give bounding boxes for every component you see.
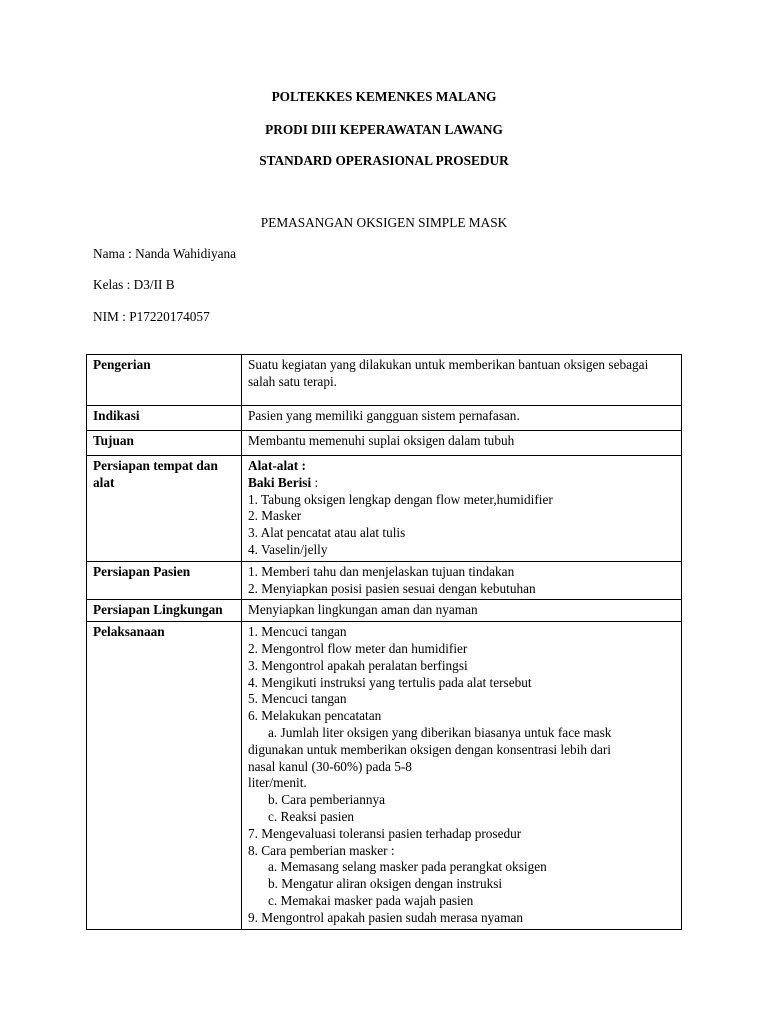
procedure-title: PEMASANGAN OKSIGEN SIMPLE MASK xyxy=(260,215,508,230)
row-pelaksanaan xyxy=(87,622,682,929)
value-persiapan-lingkungan: Menyiapkan lingkungan aman dan nyaman xyxy=(242,600,682,622)
step-item: 1. Mencuci tangan xyxy=(248,624,347,640)
pasien-item: 2. Menyiapkan posisi pasien sesuai dengan kebutuhan xyxy=(248,580,536,596)
alat-item: 3. Alat pencatat atau alat tulis xyxy=(248,525,406,541)
label-pelaksanaan: Pelaksanaan xyxy=(87,622,242,929)
row-persiapan-lingkungan xyxy=(87,600,682,622)
pasien-item: 1. Memberi tahu dan menjelaskan tujuan tindakan xyxy=(248,563,515,579)
program-title: PRODI DIII KEPERAWATAN LAWANG xyxy=(265,122,503,137)
step-item: 5. Mencuci tangan xyxy=(248,691,347,707)
label-persiapan-alat: Persiapan tempat dan alat xyxy=(87,456,242,562)
value-pengertian: Suatu kegiatan yang dilakukan untuk memberikan bantuan oksigen sebagai salah satu terapi. xyxy=(242,355,682,406)
alat-item: 2. Masker xyxy=(248,508,302,524)
substep-continuation: digunakan untuk memberikan oksigen dengan konsentrasi lebih dari xyxy=(248,741,611,757)
step-item: 3. Mengontrol apakah peralatan berfingsi xyxy=(248,657,468,673)
step-item: 8. Cara pemberian masker : xyxy=(248,842,395,858)
alat-item: 4. Vaselin/jelly xyxy=(248,541,328,557)
step-item: 4. Mengikuti instruksi yang tertulis pada alat tersebut xyxy=(248,674,532,690)
label-persiapan-lingkungan: Persiapan Lingkungan xyxy=(87,600,242,622)
substep-continuation: liter/menit. xyxy=(248,775,307,791)
value-persiapan-pasien xyxy=(242,561,682,600)
baki-heading xyxy=(248,475,675,492)
institution-title: POLTEKKES KEMENKES MALANG xyxy=(271,89,497,104)
substep-item: b. Cara pemberiannya xyxy=(268,792,386,808)
value-indikasi: Pasien yang memiliki gangguan sistem pernafasan. xyxy=(242,406,682,431)
row-tujuan xyxy=(87,431,682,456)
alat-item: 1. Tabung oksigen lengkap dengan flow meter,humidifier xyxy=(248,491,553,507)
row-pengertian xyxy=(87,355,682,406)
student-id: NIM : P17220174057 xyxy=(93,309,210,324)
substep-item: c. Memakai masker pada wajah pasien xyxy=(268,892,474,908)
step-item: 6. Melakukan pencatatan xyxy=(248,708,382,724)
step-item: 2. Mengontrol flow meter dan humidifier xyxy=(248,640,468,656)
substep-item: c. Reaksi pasien xyxy=(268,808,355,824)
label-indikasi: Indikasi xyxy=(87,406,242,431)
step-item: 9. Mengontrol apakah pasien sudah merasa nyaman xyxy=(248,909,524,925)
document-type-title: STANDARD OPERASIONAL PROSEDUR xyxy=(259,153,509,168)
student-name: Nama : Nanda Wahidiyana xyxy=(93,246,237,261)
substep-continuation: nasal kanul (30-60%) pada 5-8 xyxy=(248,758,412,774)
baki-label: Baki Berisi xyxy=(248,474,312,490)
step-item: 7. Mengevaluasi toleransi pasien terhadap prosedur xyxy=(248,825,522,841)
student-class: Kelas : D3/II B xyxy=(93,277,175,292)
alat-heading: Alat-alat : xyxy=(248,458,306,473)
value-pelaksanaan xyxy=(242,622,682,929)
value-tujuan: Membantu memenuhi suplai oksigen dalam tubuh xyxy=(242,431,682,456)
baki-suffix: : xyxy=(311,474,319,490)
row-indikasi xyxy=(87,406,682,431)
substep-item: b. Mengatur aliran oksigen dengan instruksi xyxy=(268,876,503,892)
substep-item: a. Jumlah liter oksigen yang diberikan biasanya untuk face mask xyxy=(268,724,612,740)
substep-item: a. Memasang selang masker pada perangkat oksigen xyxy=(268,859,547,875)
row-persiapan-alat xyxy=(87,456,682,562)
sop-table xyxy=(86,354,682,930)
label-tujuan: Tujuan xyxy=(87,431,242,456)
label-persiapan-pasien: Persiapan Pasien xyxy=(87,561,242,600)
label-pengertian: Pengerian xyxy=(87,355,242,406)
row-persiapan-pasien xyxy=(87,561,682,600)
value-persiapan-alat xyxy=(242,456,682,562)
